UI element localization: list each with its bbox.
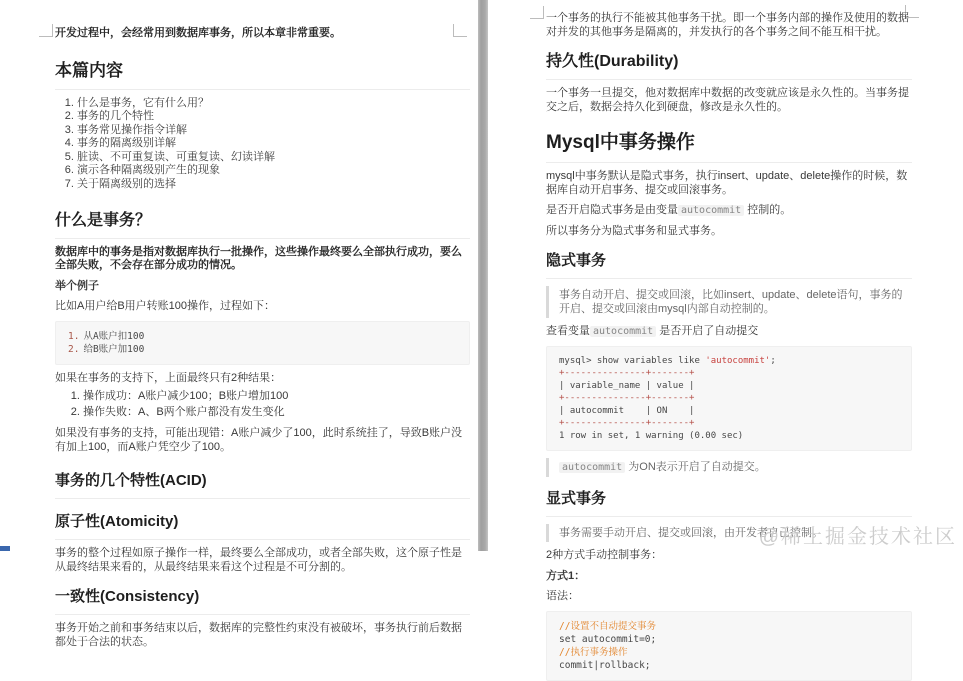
check-autocommit-line bbox=[546, 325, 912, 339]
document-page-left bbox=[0, 0, 478, 648]
isolation-paragraph: 一个事务的执行不能被其他事务干扰。即一个事务内部的操作及使用的数据对并发的其他事务是隔离的，并发执行的各个事务之间不能互相干扰。 bbox=[546, 12, 909, 38]
code-comment-line: //执行事务操作 bbox=[559, 646, 628, 658]
set-autocommit-codeblock bbox=[546, 611, 912, 681]
table-header-line: | variable_name | value | bbox=[559, 380, 695, 391]
result-item: 1. 操作成功：A账户减少100；B账户增加100 bbox=[83, 389, 470, 405]
code-line bbox=[559, 355, 899, 368]
toc-item: 4. 事务的隔离级别详解 bbox=[77, 137, 470, 151]
page-gap-divider bbox=[478, 0, 488, 551]
document-page-right bbox=[488, 0, 963, 671]
autocommit-variable-line bbox=[546, 204, 912, 218]
text-segment: 是否开启隐式事务是由变量 bbox=[546, 204, 678, 216]
consistency-paragraph-clipped: 事务开始之前和事务结束以后，数据库的完整性约束没有被破坏，事务执行前后数据都处于合法的状态。 bbox=[55, 622, 462, 648]
table-border-line: +---------------+-------+ bbox=[559, 368, 695, 378]
result-intro-paragraph: 如果在事务的支持下，上面最终只有2种结果： bbox=[55, 371, 282, 384]
explicit-transaction-quote: 事务需要手动开启、提交或回滚，由开发者自己控制。 bbox=[546, 524, 912, 542]
example-label: 举个例子 bbox=[55, 279, 99, 292]
table-border-line: +---------------+-------+ bbox=[559, 418, 695, 428]
code-line: set autocommit=0; bbox=[559, 633, 657, 645]
code-line bbox=[68, 343, 457, 356]
intro-paragraph: 开发过程中，会经常用到数据库事务，所以本章非常重要。 bbox=[55, 27, 341, 39]
durability-paragraph: 一个事务一旦提交，他对数据库中数据的改变就应该是永久性的。当事务提交之后，数据会持久化到硬盘，修改是永久性的。 bbox=[546, 87, 909, 113]
table-border-line: +---------------+-------+ bbox=[559, 393, 695, 403]
result-item: 2. 操作失败：A、B两个账户都没有发生变化 bbox=[83, 405, 470, 421]
acid-heading: 事务的几个特性(ACID) bbox=[55, 469, 470, 499]
text-boundary-corner-icon bbox=[530, 6, 544, 19]
toc-item: 2. 事务的几个特性 bbox=[77, 110, 470, 124]
code-comment-line: //设置不自动提交事务 bbox=[559, 620, 656, 632]
text-boundary-corner-icon bbox=[39, 24, 53, 37]
toc-item: 5. 脏读、不可重复读、可重复读、幻读详解 bbox=[77, 151, 470, 165]
transaction-types-line: 所以事务分为隐式事务和显式事务。 bbox=[546, 224, 722, 237]
sql-command: mysql> show variables like bbox=[559, 355, 706, 366]
atomicity-paragraph: 事务的整个过程如原子操作一样，最终要么全部成功，或者全部失败，这个原子性是从最终结果来看的，从最终结果来看这个过程是不可分割的。 bbox=[55, 547, 462, 573]
implicit-transaction-quote: 事务自动开启、提交或回滚，比如insert、update、delete语句，事务的开启、提交或回滚由mysql内部自动控制的。 bbox=[546, 286, 912, 318]
code-line-text: 从A账户扣100 bbox=[83, 330, 145, 342]
text-segment: 为ON表示开启了自动提交。 bbox=[625, 461, 766, 473]
implicit-transaction-heading: 隐式事务 bbox=[546, 249, 912, 279]
syntax-label: 语法： bbox=[546, 590, 579, 602]
text-segment: 是否开启了自动提交 bbox=[656, 325, 759, 337]
bottom-left-blue-sliver bbox=[0, 546, 10, 551]
toc-list bbox=[59, 97, 470, 192]
result-list bbox=[65, 389, 470, 420]
autocommit-inline-code: autocommit bbox=[678, 205, 744, 216]
text-segment: 控制的。 bbox=[744, 204, 792, 216]
example-intro-paragraph: 比如A用户给B用户转账100操作，过程如下： bbox=[55, 300, 276, 313]
toc-item: 3. 事务常见操作指令详解 bbox=[77, 124, 470, 138]
autocommit-inline-code: autocommit bbox=[590, 326, 656, 337]
sql-string: 'autocommit' bbox=[705, 355, 771, 366]
mysql-operations-heading: Mysql中事务操作 bbox=[546, 127, 912, 163]
show-variables-codeblock bbox=[546, 346, 912, 452]
two-ways-line: 2种方式手动控制事务： bbox=[546, 549, 663, 561]
juejin-watermark: @稀土掘金技术社区 bbox=[758, 526, 957, 548]
table-row-line: | autocommit | ON | bbox=[559, 405, 695, 416]
toc-item: 6. 演示各种隔离级别产生的现象 bbox=[77, 164, 470, 178]
explicit-transaction-heading: 显式事务 bbox=[546, 487, 912, 517]
result-summary-line: 1 row in set, 1 warning (0.00 sec) bbox=[559, 430, 744, 441]
atomicity-heading: 原子性(Atomicity) bbox=[55, 510, 470, 540]
consistency-heading: 一致性(Consistency) bbox=[55, 585, 470, 615]
toc-item: 7. 关于隔离级别的选择 bbox=[77, 178, 470, 192]
transaction-definition-paragraph: 数据库中的事务是指对数据库执行一批操作，这些操作最终要么全部执行成功，要么全部失败，不会存在部分成功的情况。 bbox=[55, 245, 462, 272]
transfer-steps-codeblock bbox=[55, 321, 470, 365]
code-line: commit|rollback; bbox=[559, 659, 651, 671]
what-is-transaction-heading: 什么是事务？ bbox=[55, 207, 470, 239]
way1-label: 方式1： bbox=[546, 569, 586, 582]
autocommit-inline-code: autocommit bbox=[559, 462, 625, 473]
code-line-number: 2. bbox=[68, 343, 80, 355]
toc-heading: 本篇内容 bbox=[55, 56, 470, 90]
no-transaction-paragraph: 如果没有事务的支持，可能出现错：A账户减少了100，此时系统挂了，导致B账户没有加上100，而A账户凭空少了100。 bbox=[55, 427, 463, 453]
code-line-number: 1. bbox=[68, 330, 80, 342]
durability-heading: 持久性(Durability) bbox=[546, 48, 912, 80]
autocommit-on-quote bbox=[546, 458, 912, 477]
code-line bbox=[68, 330, 457, 343]
mysql-default-paragraph: mysql中事务默认是隐式事务，执行insert、update、delete操作的时候，数据库自动开启事务、提交或回滚事务。 bbox=[546, 170, 908, 196]
sql-command: ; bbox=[770, 355, 776, 366]
code-line-text: 给B账户加100 bbox=[83, 343, 145, 355]
text-segment: 查看变量 bbox=[546, 325, 590, 337]
toc-item: 1. 什么是事务，它有什么用？ bbox=[77, 97, 470, 111]
